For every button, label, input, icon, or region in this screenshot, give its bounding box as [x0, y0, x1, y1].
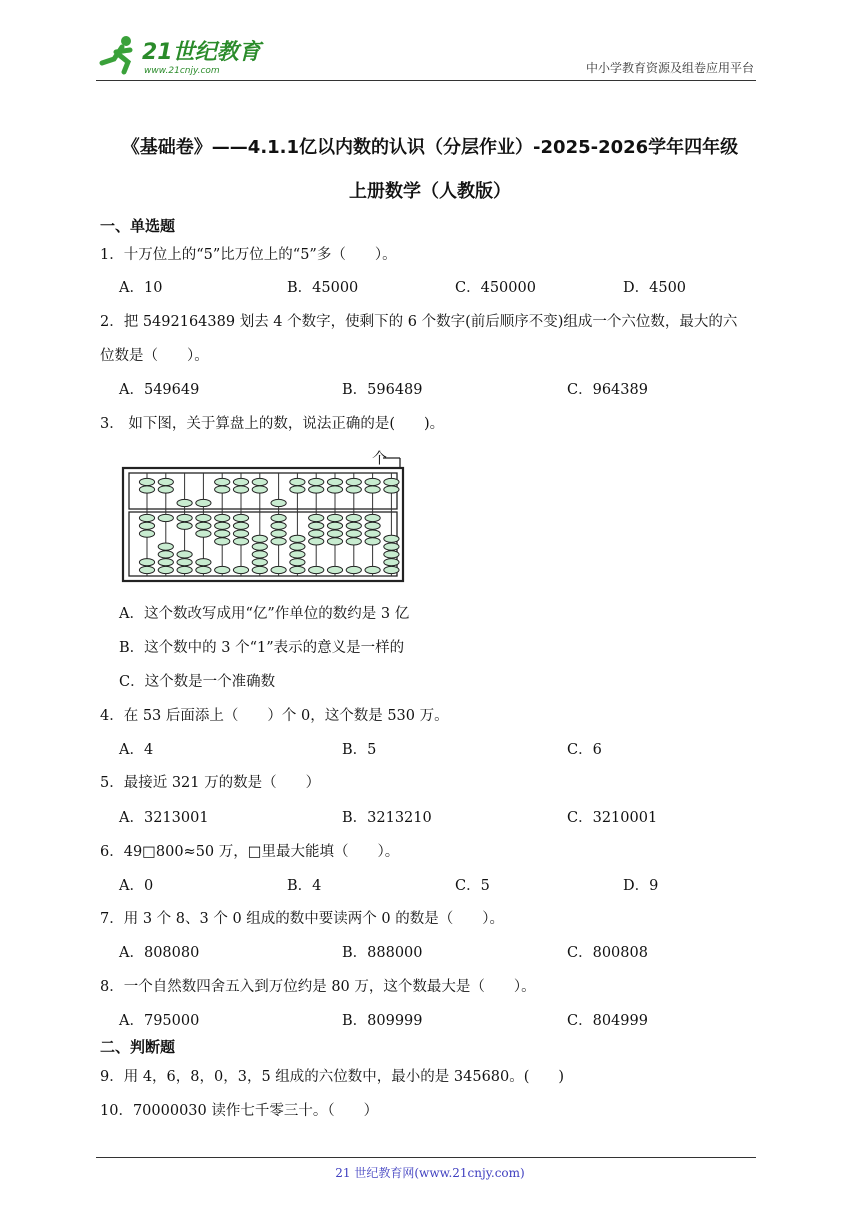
- abacus-lower-bead: [327, 530, 342, 537]
- abacus-lower-bead: [346, 522, 361, 529]
- q1-option-d: D．4500: [623, 280, 687, 296]
- abacus-upper-bead: [158, 478, 173, 485]
- question-8: 8．一个自然数四舍五入到万位约是 80 万，这个数最大是（ ）。: [100, 979, 536, 995]
- abacus-lower-bead: [158, 551, 173, 558]
- question-1: 1．十万位上的“5”比万位上的“5”多（ ）。: [100, 247, 397, 263]
- abacus-lower-bead: [158, 514, 173, 521]
- question-3: 3． 如下图，关于算盘上的数，说法正确的是( )。: [100, 416, 445, 432]
- abacus-lower-bead: [346, 530, 361, 537]
- abacus-upper-bead: [215, 478, 230, 485]
- q8-option-c: C．804999: [567, 1013, 648, 1029]
- abacus-upper-bead: [290, 486, 305, 493]
- abacus-lower-bead: [177, 551, 192, 558]
- site-logo: [96, 32, 266, 76]
- abacus-lower-bead: [309, 522, 324, 529]
- abacus-lower-bead: [309, 566, 324, 573]
- abacus-lower-bead: [290, 551, 305, 558]
- abacus-lower-bead: [327, 514, 342, 521]
- abacus-lower-bead: [346, 566, 361, 573]
- abacus-upper-bead: [365, 486, 380, 493]
- question-7: 7．用 3 个 8、3 个 0 组成的数中要读两个 0 的数是（ ）。: [100, 911, 504, 927]
- section-heading-single-choice: 一、单选题: [100, 217, 176, 235]
- abacus-lower-bead: [290, 559, 305, 566]
- footer-divider: [96, 1157, 756, 1158]
- question-4: 4．在 53 后面添上（ ）个 0，这个数是 530 万。: [100, 708, 449, 724]
- abacus-lower-bead: [384, 566, 399, 573]
- abacus-upper-bead: [215, 486, 230, 493]
- abacus-lower-bead: [233, 538, 248, 545]
- q2-option-a: A．549649: [119, 382, 200, 398]
- abacus-lower-bead: [252, 543, 267, 550]
- logo-url: www.21cnjy.com: [144, 66, 220, 76]
- abacus-upper-bead: [346, 486, 361, 493]
- abacus-lower-bead: [177, 514, 192, 521]
- abacus-lower-bead: [215, 530, 230, 537]
- q8-option-a: A．795000: [119, 1013, 200, 1029]
- abacus-lower-bead: [233, 514, 248, 521]
- abacus-lower-bead: [233, 566, 248, 573]
- q5-option-a: A．3213001: [119, 810, 209, 826]
- page-header: [96, 30, 756, 81]
- logo-text: 21世纪教育: [142, 40, 261, 65]
- abacus-lower-bead: [139, 530, 154, 537]
- abacus-lower-bead: [196, 514, 211, 521]
- abacus-lower-bead: [215, 514, 230, 521]
- abacus-lower-bead: [309, 514, 324, 521]
- abacus-lower-bead: [365, 566, 380, 573]
- abacus-lower-bead: [327, 566, 342, 573]
- abacus-lower-bead: [177, 522, 192, 529]
- abacus-lower-bead: [252, 535, 267, 542]
- header-platform-text: 中小学教育资源及组卷应用平台: [585, 61, 754, 75]
- abacus-lower-bead: [290, 535, 305, 542]
- abacus-upper-bead: [346, 478, 361, 485]
- q2-option-c: C．964389: [567, 382, 648, 398]
- abacus-lower-bead: [271, 566, 286, 573]
- abacus-lower-bead: [215, 522, 230, 529]
- abacus-upper-bead: [177, 499, 192, 506]
- abacus-lower-bead: [233, 522, 248, 529]
- doc-title-line2: 上册数学（人教版）: [349, 181, 511, 202]
- abacus-lower-bead: [177, 559, 192, 566]
- abacus-upper-bead: [327, 478, 342, 485]
- abacus-lower-bead: [365, 538, 380, 545]
- q6-option-a: A．0: [119, 878, 154, 894]
- abacus-lower-bead: [252, 551, 267, 558]
- section-heading-true-false: 二、判断题: [100, 1038, 176, 1056]
- abacus-lower-bead: [139, 566, 154, 573]
- abacus-upper-bead: [196, 499, 211, 506]
- abacus-upper-bead: [309, 486, 324, 493]
- abacus-lower-bead: [177, 566, 192, 573]
- abacus-lower-bead: [139, 522, 154, 529]
- q2-option-b: B．596489: [342, 382, 423, 398]
- footer-text: 21 世纪教育网(www.21cnjy.com): [335, 1166, 525, 1180]
- abacus-lower-bead: [252, 559, 267, 566]
- abacus-lower-bead: [290, 566, 305, 573]
- abacus-lower-bead: [327, 522, 342, 529]
- abacus-lower-bead: [309, 538, 324, 545]
- question-2-line2: 位数是（ ）。: [100, 348, 209, 364]
- q1-option-c: C．450000: [455, 280, 536, 296]
- q5-option-b: B．3213210: [342, 810, 432, 826]
- abacus-lower-bead: [233, 530, 248, 537]
- abacus-lower-bead: [215, 566, 230, 573]
- abacus-upper-bead: [327, 486, 342, 493]
- abacus-lower-bead: [158, 566, 173, 573]
- abacus-lower-bead: [346, 538, 361, 545]
- abacus-lower-bead: [365, 522, 380, 529]
- abacus-upper-bead: [139, 478, 154, 485]
- abacus-lower-bead: [139, 559, 154, 566]
- abacus-lower-bead: [158, 559, 173, 566]
- q7-option-b: B．888000: [342, 945, 423, 961]
- doc-title-line1: 《基础卷》——4.1.1亿以内数的认识（分层作业）-2025-2026学年四年级: [121, 137, 739, 158]
- q6-option-b: B．4: [287, 878, 322, 894]
- q4-option-b: B．5: [342, 742, 377, 758]
- question-6: 6．49□800≈50 万，□里最大能填（ ）。: [100, 844, 400, 860]
- abacus-lower-bead: [215, 538, 230, 545]
- abacus-upper-bead: [158, 486, 173, 493]
- q7-option-a: A．808080: [119, 945, 200, 961]
- abacus-upper-bead: [233, 486, 248, 493]
- abacus-lower-bead: [384, 535, 399, 542]
- question-2-line1: 2．把 5492164389 划去 4 个数字，使剩下的 6 个数字(前后顺序不变)组成一个六位数，最大的六: [100, 314, 738, 330]
- abacus-lower-bead: [196, 559, 211, 566]
- abacus-upper-bead: [233, 478, 248, 485]
- abacus-lower-bead: [309, 530, 324, 537]
- q1-option-a: A．10: [119, 280, 163, 296]
- abacus-lower-bead: [346, 514, 361, 521]
- q8-option-b: B．809999: [342, 1013, 423, 1029]
- abacus-upper-bead: [252, 486, 267, 493]
- abacus-lower-bead: [196, 522, 211, 529]
- abacus-lower-bead: [290, 543, 305, 550]
- q5-option-c: C．3210001: [567, 810, 658, 826]
- abacus-lower-bead: [196, 566, 211, 573]
- question-9: 9．用 4，6，8，0，3，5 组成的六位数中，最小的是 345680。( ): [100, 1069, 565, 1085]
- abacus-lower-bead: [252, 566, 267, 573]
- abacus-lower-bead: [384, 551, 399, 558]
- abacus-upper-bead: [365, 478, 380, 485]
- q4-option-c: C．6: [567, 742, 602, 758]
- abacus-lower-bead: [271, 514, 286, 521]
- abacus-lower-bead: [158, 543, 173, 550]
- question-5: 5．最接近 321 万的数是（ ）: [100, 775, 321, 791]
- abacus-ones-label: 个: [372, 449, 388, 467]
- abacus-lower-bead: [271, 538, 286, 545]
- q3-option-a: A．这个数改写成用“亿”作单位的数约是 3 亿: [119, 606, 410, 622]
- abacus-upper-bead: [309, 478, 324, 485]
- q6-option-c: C．5: [455, 878, 490, 894]
- abacus-lower-bead: [271, 522, 286, 529]
- abacus-lower-bead: [139, 514, 154, 521]
- abacus-lower-bead: [327, 538, 342, 545]
- abacus-lower-bead: [196, 530, 211, 537]
- q6-option-d: D．9: [623, 878, 659, 894]
- abacus-lower-bead: [384, 559, 399, 566]
- q3-option-c: C．这个数是一个准确数: [119, 674, 276, 690]
- abacus-lower-bead: [384, 543, 399, 550]
- abacus-upper-bead: [252, 478, 267, 485]
- q1-option-b: B．45000: [287, 280, 359, 296]
- abacus-upper-bead: [290, 478, 305, 485]
- abacus-lower-bead: [365, 514, 380, 521]
- q3-option-b: B．这个数中的 3 个“1”表示的意义是一样的: [119, 640, 405, 656]
- abacus-upper-bead: [384, 486, 399, 493]
- abacus-upper-bead: [139, 486, 154, 493]
- runner-icon: [102, 36, 131, 72]
- abacus-lower-bead: [271, 530, 286, 537]
- q7-option-c: C．800808: [567, 945, 648, 961]
- abacus-lower-bead: [365, 530, 380, 537]
- abacus-upper-bead: [271, 499, 286, 506]
- q4-option-a: A．4: [119, 742, 154, 758]
- question-10: 10．70000030 读作七千零三十。（ ）: [100, 1103, 379, 1119]
- abacus-upper-bead: [384, 478, 399, 485]
- abacus-figure: [120, 448, 410, 584]
